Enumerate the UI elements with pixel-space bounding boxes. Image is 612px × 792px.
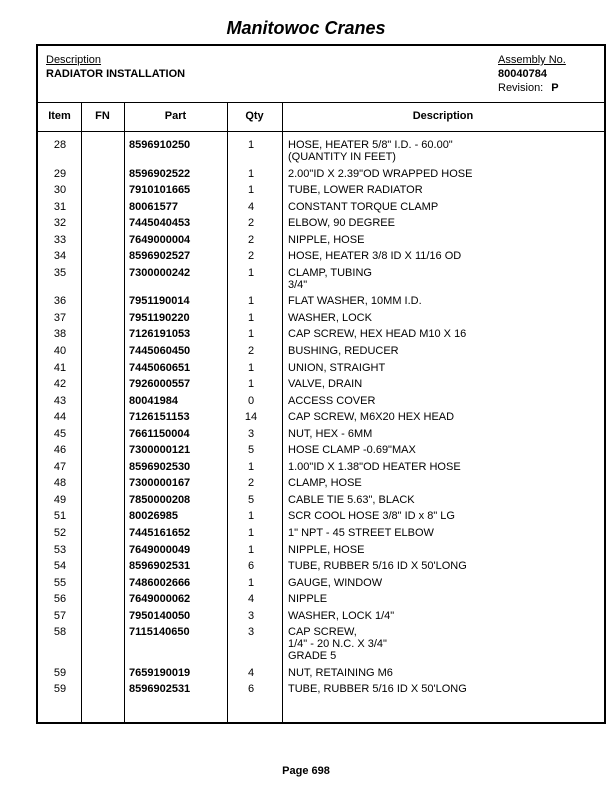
- item-number: 49: [53, 493, 67, 506]
- column-header-item: Item: [48, 110, 71, 122]
- item-number: 58: [53, 626, 67, 639]
- table-row: [38, 395, 604, 407]
- part-number: 7115140650: [129, 626, 190, 639]
- part-number: 8596902531: [129, 560, 191, 573]
- item-number: 51: [53, 510, 67, 523]
- quantity: 4: [247, 666, 255, 679]
- part-number: 7300000121: [129, 444, 191, 457]
- table-row: [38, 444, 604, 456]
- part-number: 7951190014: [129, 295, 190, 308]
- revision-line: [498, 81, 566, 95]
- assembly-block: [498, 53, 566, 95]
- table-row: [38, 328, 604, 340]
- part-description: ACCESS COVER: [288, 394, 376, 407]
- part-number: 7649000004: [129, 233, 191, 246]
- quantity: 2: [247, 345, 255, 358]
- quantity: 1: [247, 311, 255, 324]
- table-row: [38, 168, 604, 180]
- part-number: 7910101665: [129, 184, 191, 197]
- part-description: CAP SCREW, HEX HEAD M10 X 16: [288, 328, 467, 341]
- assembly-label: Assembly No.: [498, 54, 566, 66]
- column-header-divider: [38, 131, 604, 132]
- item-number: 57: [53, 609, 67, 622]
- table-row: [38, 139, 604, 163]
- quantity: 1: [247, 460, 255, 473]
- column-header-qty: Qty: [245, 110, 264, 122]
- part-description: CLAMP, HOSE: [288, 477, 362, 490]
- table-row: [38, 345, 604, 357]
- part-number: 80061577: [129, 200, 178, 213]
- table-row: [38, 494, 604, 506]
- part-description: ELBOW, 90 DEGREE: [288, 217, 395, 230]
- table-row: [38, 378, 604, 390]
- header-divider: [38, 102, 604, 103]
- quantity: 14: [244, 411, 258, 424]
- table-row: [38, 477, 604, 489]
- quantity: 3: [247, 626, 255, 639]
- column-header-description: Description: [412, 110, 474, 122]
- part-description: CABLE TIE 5.63", BLACK: [288, 493, 415, 506]
- part-number: 80026985: [129, 510, 178, 523]
- assembly-number: 80040784: [498, 68, 547, 80]
- part-number: 8596902527: [129, 250, 191, 263]
- parts-table-body: [38, 139, 604, 700]
- part-number: 7661150004: [129, 427, 190, 440]
- table-row: [38, 250, 604, 262]
- item-number: 40: [53, 345, 67, 358]
- description-block: [46, 53, 185, 81]
- table-row: [38, 295, 604, 307]
- part-number: 8596902522: [129, 167, 191, 180]
- quantity: 2: [247, 477, 255, 490]
- part-description: FLAT WASHER, 10MM I.D.: [288, 295, 422, 308]
- quantity: 1: [247, 543, 255, 556]
- part-number: 7445060651: [129, 361, 191, 374]
- quantity: 1: [247, 139, 255, 151]
- item-number: 46: [53, 444, 67, 457]
- part-number: 8596902531: [129, 683, 191, 696]
- table-row: [38, 217, 604, 229]
- description-value: RADIATOR INSTALLATION: [46, 68, 186, 80]
- item-number: 38: [53, 328, 67, 341]
- part-description: CLAMP, TUBING 3/4": [288, 266, 372, 291]
- part-number: 80041984: [129, 394, 178, 407]
- document-title: Manitowoc Cranes: [226, 18, 386, 38]
- item-number: 56: [53, 593, 67, 606]
- item-number: 47: [53, 460, 67, 473]
- part-description: HOSE, HEATER 3/8 ID X 11/16 OD: [288, 250, 462, 263]
- part-description: HOSE CLAMP -0.69"MAX: [288, 444, 416, 457]
- table-row: [38, 527, 604, 539]
- table-row: [38, 312, 604, 324]
- part-number: 7486002666: [129, 576, 191, 589]
- part-number: 7445060450: [129, 345, 191, 358]
- column-header-part: Part: [164, 110, 187, 122]
- item-number: 52: [53, 527, 67, 540]
- item-number: 31: [53, 200, 67, 213]
- item-number: 59: [53, 666, 67, 679]
- item-number: 45: [53, 427, 67, 440]
- part-description: HOSE, HEATER 5/8" I.D. - 60.00" (QUANTITY IN FEET): [288, 139, 453, 163]
- item-number: 48: [53, 477, 67, 490]
- item-number: 59: [53, 683, 67, 696]
- part-description: UNION, STRAIGHT: [288, 361, 386, 374]
- quantity: 1: [247, 510, 255, 523]
- part-description: 1" NPT - 45 STREET ELBOW: [288, 527, 434, 540]
- item-number: 29: [53, 167, 67, 180]
- table-row: [38, 544, 604, 556]
- part-description: 2.00"ID X 2.39"OD WRAPPED HOSE: [288, 167, 473, 180]
- table-row: [38, 593, 604, 605]
- item-number: 37: [53, 311, 67, 324]
- part-description: NIPPLE, HOSE: [288, 233, 365, 246]
- part-number: 7850000208: [129, 493, 191, 506]
- part-description: GAUGE, WINDOW: [288, 576, 383, 589]
- part-number: 8596910250: [129, 139, 191, 151]
- table-row: [38, 267, 604, 291]
- table-row: [38, 560, 604, 572]
- part-number: 7126151153: [129, 411, 190, 424]
- table-row: [38, 461, 604, 473]
- part-number: 8596902530: [129, 460, 191, 473]
- part-description: 1.00"ID X 1.38"OD HEATER HOSE: [288, 460, 461, 473]
- part-description: NUT, RETAINING M6: [288, 666, 393, 679]
- item-number: 34: [53, 250, 67, 263]
- part-description: TUBE, LOWER RADIATOR: [288, 184, 423, 197]
- table-row: [38, 626, 604, 662]
- quantity: 6: [247, 683, 255, 696]
- quantity: 4: [247, 593, 255, 606]
- part-description: NIPPLE, HOSE: [288, 543, 365, 556]
- part-description: BUSHING, REDUCER: [288, 345, 399, 358]
- part-description: NUT, HEX - 6MM: [288, 427, 373, 440]
- quantity: 1: [247, 361, 255, 374]
- item-number: 44: [53, 411, 67, 424]
- part-number: 7126191053: [129, 328, 191, 341]
- quantity: 1: [247, 266, 255, 279]
- quantity: 0: [247, 394, 255, 407]
- table-row: [38, 234, 604, 246]
- table-row: [38, 683, 604, 695]
- quantity: 4: [247, 200, 255, 213]
- table-row: [38, 667, 604, 679]
- table-row: [38, 610, 604, 622]
- table-row: [38, 411, 604, 423]
- item-number: 53: [53, 543, 67, 556]
- part-number: 7926000557: [129, 378, 191, 391]
- item-number: 36: [53, 295, 67, 308]
- table-row: [38, 428, 604, 440]
- quantity: 1: [247, 295, 255, 308]
- part-number: 7445161652: [129, 527, 191, 540]
- page-number: Page 698: [282, 765, 330, 777]
- revision-label: Revision:: [498, 82, 544, 94]
- part-number: 7659190019: [129, 666, 191, 679]
- quantity: 1: [247, 576, 255, 589]
- part-description: WASHER, LOCK 1/4": [288, 609, 395, 622]
- parts-list-frame: [36, 44, 606, 724]
- part-number: 7951190220: [129, 311, 190, 324]
- part-description: CAP SCREW, 1/4" - 20 N.C. X 3/4" GRADE 5: [288, 626, 387, 663]
- quantity: 2: [247, 217, 255, 230]
- part-number: 7445040453: [129, 217, 191, 230]
- quantity: 1: [247, 167, 255, 180]
- part-description: NIPPLE: [288, 593, 328, 606]
- revision-value: P: [551, 82, 559, 94]
- quantity: 1: [247, 527, 255, 540]
- quantity: 6: [247, 560, 255, 573]
- quantity: 1: [247, 184, 255, 197]
- table-row: [38, 201, 604, 213]
- item-number: 35: [53, 266, 67, 279]
- item-number: 32: [53, 217, 67, 230]
- quantity: 5: [247, 493, 255, 506]
- item-number: 55: [53, 576, 67, 589]
- part-description: CAP SCREW, M6X20 HEX HEAD: [288, 411, 455, 424]
- table-row: [38, 362, 604, 374]
- item-number: 43: [53, 394, 67, 407]
- quantity: 1: [247, 378, 255, 391]
- part-description: VALVE, DRAIN: [288, 378, 363, 391]
- item-number: 30: [53, 184, 67, 197]
- part-description: WASHER, LOCK: [288, 311, 372, 324]
- quantity: 2: [247, 250, 255, 263]
- description-label: Description: [46, 54, 102, 66]
- table-row: [38, 577, 604, 589]
- quantity: 5: [247, 444, 255, 457]
- table-row: [38, 510, 604, 522]
- table-row: [38, 184, 604, 196]
- part-description: SCR COOL HOSE 3/8" ID x 8" LG: [288, 510, 455, 523]
- item-number: 41: [53, 361, 67, 374]
- part-number: 7950140050: [129, 609, 191, 622]
- part-description: CONSTANT TORQUE CLAMP: [288, 200, 439, 213]
- part-number: 7300000242: [129, 266, 191, 279]
- part-number: 7649000062: [129, 593, 191, 606]
- item-number: 33: [53, 233, 67, 246]
- item-number: 54: [53, 560, 67, 573]
- quantity: 3: [247, 427, 255, 440]
- part-number: 7300000167: [129, 477, 191, 490]
- quantity: 1: [247, 328, 255, 341]
- part-description: TUBE, RUBBER 5/16 ID X 50'LONG: [288, 683, 467, 696]
- part-description: TUBE, RUBBER 5/16 ID X 50'LONG: [288, 560, 467, 573]
- part-number: 7649000049: [129, 543, 191, 556]
- item-number: 28: [53, 139, 67, 151]
- column-header-fn: FN: [95, 110, 110, 122]
- item-number: 42: [53, 378, 67, 391]
- quantity: 3: [247, 609, 255, 622]
- quantity: 2: [247, 233, 255, 246]
